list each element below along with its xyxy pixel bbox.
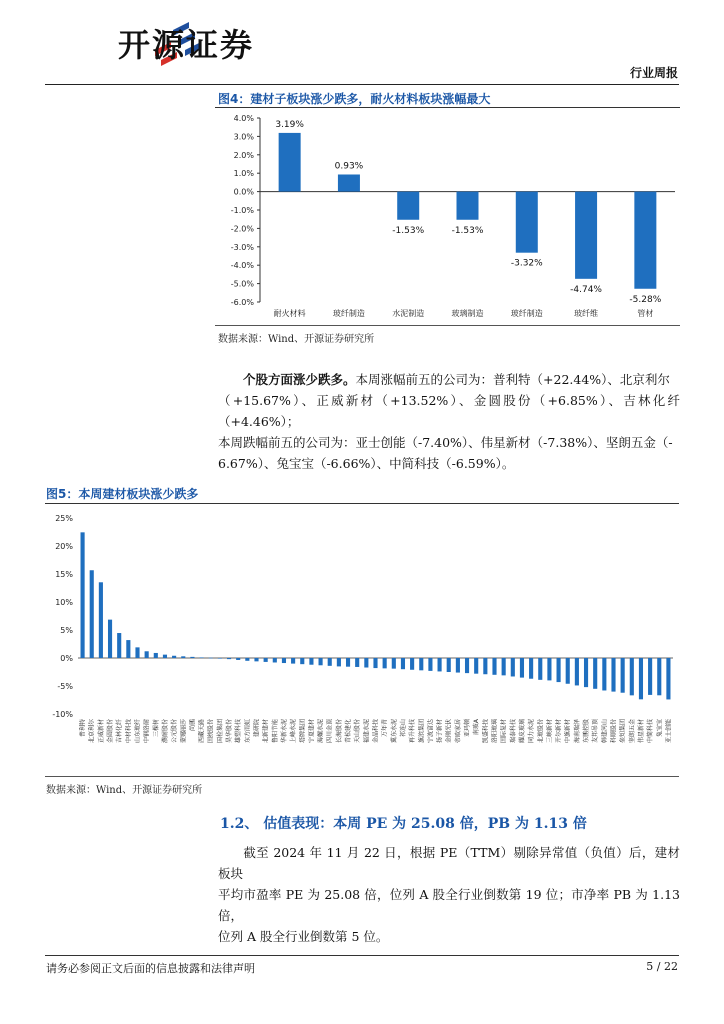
fig5-category-label: 开尔新材: [555, 719, 563, 744]
fig5-category-label: 西藏天路: [198, 719, 206, 744]
report-type: 行业周报: [629, 66, 678, 80]
fig5-category-label: 亚玛顿: [464, 719, 472, 738]
fig5-y-tick-label: -5%: [57, 682, 73, 691]
fig5-bar: [630, 658, 634, 695]
fig5-category-label: 中简科技: [647, 719, 655, 744]
fig5-category-label: 金刚光伏: [445, 719, 453, 744]
paragraph-line2: （+15.67%）、正威新材（+13.52%）、金圆股份（+6.85%）、吉林化纤（+4.46%）；: [218, 393, 680, 429]
fig5-bar: [245, 658, 249, 661]
fig5-bar: [227, 658, 231, 659]
fig4-data-label: -3.32%: [510, 258, 543, 269]
fig4-bar: [279, 133, 301, 192]
fig4-category-label: 水泥制造: [392, 309, 425, 318]
fig5-bar: [209, 658, 213, 659]
fig4-data-label: 3.19%: [275, 119, 304, 130]
fig5-bar: [373, 658, 377, 668]
fig5-category-label: 建研院: [253, 719, 261, 738]
fig5-category-label: 祁连山: [399, 719, 407, 738]
valuation-paragraph: [218, 842, 680, 947]
fig4-y-tick-label: 3.0%: [233, 132, 254, 142]
fig5-bar: [145, 651, 149, 658]
fig5-bar: [483, 658, 487, 674]
fig5-category-label: 再升科技: [409, 719, 417, 744]
fig5-bar: [190, 657, 194, 658]
figure5-bottom-rule: [45, 776, 679, 777]
fig4-y-tick-label: 4.0%: [233, 114, 254, 123]
figure4-title: 图4：建材子板块涨少跌多，耐火材料板块涨幅最大: [218, 92, 491, 106]
paragraph-line4: 6.67%）、兔宝宝（-6.66%）、中简科技（-6.59%）。: [218, 456, 515, 471]
fig5-bar: [90, 570, 94, 658]
paragraph-line3: 本周跌幅前五的公司为：亚士创能（-7.40%）、伟星新材（-7.38%）、坚朗五金（-: [218, 435, 673, 450]
fig5-category-label: 福建水泥: [363, 719, 371, 744]
fig5-bar: [593, 658, 597, 689]
fig5-bar: [309, 658, 313, 665]
fig5-bar: [355, 658, 359, 667]
fig5-category-label: 伟星新材: [637, 719, 645, 744]
fig5-category-label: 普利特: [79, 719, 87, 738]
fig5-category-label: 雄塑科技: [235, 719, 243, 744]
fig5-bar: [254, 658, 258, 661]
fig5-y-tick-label: -10%: [52, 710, 73, 719]
fig5-category-label: 青松建化: [345, 719, 353, 744]
fig5-bar: [172, 656, 176, 658]
fig4-category-label: 玻纤制造: [332, 309, 365, 318]
fig5-category-label: 北玻股份: [537, 719, 545, 744]
stock-movers-paragraph: [218, 369, 680, 474]
fig5-bar: [666, 658, 670, 699]
fig5-category-label: 国统股份: [207, 719, 215, 744]
fig4-data-label: -1.53%: [451, 225, 484, 236]
fig5-bar: [410, 658, 414, 670]
fig5-category-label: 金圆股份: [107, 719, 115, 744]
fig5-bar: [200, 657, 204, 658]
fig5-category-label: 垒知集团: [619, 719, 627, 744]
fig5-bar: [575, 658, 579, 685]
fig5-bar: [291, 658, 295, 664]
fig5-category-label: 东方雨虹: [244, 719, 252, 744]
fig4-category-label: 耐火材料: [273, 309, 306, 318]
figure4-top-rule: [215, 107, 680, 108]
fig5-bar: [282, 658, 286, 663]
fig4-category-label: 玻璃制造: [451, 309, 484, 318]
section-line3: 位列 A 股全行业倒数第 5 位。: [218, 929, 389, 944]
fig4-y-tick-label: -3.0%: [230, 242, 254, 252]
fig5-bar: [108, 620, 112, 658]
fig5-category-label: 海螺水泥: [317, 719, 325, 744]
fig5-bar: [364, 658, 368, 668]
fig5-category-label: 山东玻纤: [134, 719, 142, 744]
figure5-source: 数据来源：Wind、开源证券研究所: [46, 785, 203, 796]
paragraph-line1: 本周涨幅前五的公司为：普利特（+22.44%）、北京利尔: [355, 372, 670, 387]
fig5-category-label: 天山股份: [354, 719, 362, 744]
page-number: 5 / 22: [646, 960, 678, 973]
fig4-bar: [457, 192, 479, 220]
fig5-y-tick-label: 20%: [55, 542, 73, 551]
fig5-bar: [520, 658, 524, 678]
fig5-bar: [456, 658, 460, 673]
section-line2: 平均市盈率 PE 为 25.08 倍，位列 A 股全行业倒数第 19 位；市净率 PB 为 1.13 倍，: [218, 887, 680, 923]
footer-divider: [45, 955, 679, 956]
fig4-bar: [516, 192, 538, 253]
fig5-category-label: 洛阳玻璃: [491, 719, 499, 744]
fig5-category-label: 三峡新材: [546, 719, 554, 744]
fig5-bar: [383, 658, 387, 668]
fig5-bar: [639, 658, 643, 699]
footer-disclaimer: 请务必参阅正文后面的信息披露和法律声明: [46, 962, 255, 975]
fig5-category-label: 北新建材: [262, 719, 270, 744]
fig5-category-label: 瑞泰科技: [509, 719, 517, 744]
fig5-category-label: 东鹏控股: [583, 719, 591, 744]
fig5-category-label: 华新水泥: [280, 719, 288, 744]
fig5-category-label: 旗滨集团: [418, 719, 426, 744]
fig5-bar: [557, 658, 561, 682]
fig5-bar: [529, 658, 533, 679]
fig5-category-label: 塔牌集团: [299, 719, 307, 744]
fig5-y-tick-label: 10%: [55, 598, 73, 607]
fig4-bar: [397, 192, 419, 220]
fig5-bar: [81, 532, 85, 658]
fig5-bar: [401, 658, 405, 669]
fig5-category-label: 正威新材: [97, 719, 105, 744]
fig5-category-label: 韩建河山: [601, 719, 609, 744]
fig5-bar: [419, 658, 423, 670]
fig5-category-label: 四川金顶: [326, 719, 334, 744]
fig4-y-tick-label: -2.0%: [230, 224, 254, 234]
fig5-bar: [346, 658, 350, 667]
fig5-bar: [135, 647, 139, 658]
fig4-y-tick-label: -1.0%: [230, 206, 254, 215]
fig5-y-tick-label: 15%: [55, 570, 73, 579]
fig4-y-tick-label: 2.0%: [233, 150, 254, 160]
fig5-category-label: 中材科技: [125, 719, 133, 744]
fig5-category-label: 中旗新材: [564, 719, 572, 744]
fig5-bar: [511, 658, 515, 676]
fig5-category-label: 冀东水泥: [390, 719, 398, 744]
fig4-y-tick-label: 1.0%: [233, 169, 254, 179]
fig5-bar: [218, 658, 222, 659]
fig5-category-label: 尚鹏: [189, 719, 197, 732]
fig5-category-label: 国检集团: [216, 719, 224, 744]
fig5-category-label: 兔宝宝: [656, 719, 664, 738]
fig5-bar: [447, 658, 451, 672]
fig5-bar: [474, 658, 478, 674]
fig5-bar: [392, 658, 396, 669]
fig5-category-label: 昊华股份: [226, 719, 234, 744]
fig5-category-label: 科顺股份: [610, 719, 618, 744]
fig5-bar: [657, 658, 661, 695]
fig5-category-label: 亚士创能: [665, 719, 673, 744]
fig5-bar: [538, 658, 542, 680]
fig5-bar: [337, 658, 341, 666]
fig4-data-label: -5.28%: [629, 294, 662, 305]
fig5-category-label: 公元股份: [171, 719, 179, 744]
figure4-source: 数据来源：Wind、开源证券研究所: [218, 334, 375, 345]
fig5-bar: [181, 656, 185, 658]
fig4-bar: [338, 174, 360, 191]
fig5-category-label: 鲁阳节能: [271, 719, 279, 744]
fig5-bar: [319, 658, 323, 665]
fig5-category-label: 宁夏建材: [308, 719, 316, 744]
fig5-bar: [602, 658, 606, 690]
fig5-category-label: 同力水泥: [528, 719, 536, 744]
fig5-category-label: 宁波富达: [427, 719, 435, 744]
fig4-data-label: -4.74%: [570, 284, 602, 295]
fig5-bar: [547, 658, 551, 680]
fig5-bar: [163, 655, 167, 658]
fig4-category-label: 玻纤制造: [510, 309, 543, 318]
figure4-bottom-rule: [215, 325, 680, 326]
fig5-bar: [428, 658, 432, 671]
fig5-y-tick-label: 0%: [60, 654, 73, 663]
fig5-bar: [126, 640, 130, 658]
fig5-bar: [236, 658, 240, 660]
fig5-bar: [438, 658, 442, 671]
fig5-bar: [99, 582, 103, 658]
fig5-category-label: 长海股份: [335, 719, 343, 744]
brand-name: 开源证券: [118, 26, 255, 64]
fig5-bar: [621, 658, 625, 693]
fig5-bar: [154, 653, 158, 658]
fig5-category-label: 中钢洛耐: [143, 719, 151, 744]
fig5-bar: [492, 658, 496, 675]
fig5-category-label: 南玻A: [473, 719, 481, 736]
fig5-category-label: 三棵树: [152, 719, 160, 738]
fig4-data-label: -1.53%: [392, 225, 425, 236]
fig5-bar: [611, 658, 615, 692]
fig5-category-label: 濮耐股份: [161, 719, 169, 744]
fig4-data-label: 0.93%: [334, 161, 364, 172]
fig5-bar: [465, 658, 469, 673]
section-line1: 截至 2024 年 11 月 22 日，根据 PE（TTM）剔除异常值（负值）后，建材板块: [218, 845, 680, 881]
fig5-bar: [584, 658, 588, 687]
fig5-bar: [328, 658, 332, 666]
fig5-bar: [300, 658, 304, 664]
fig4-bar: [634, 192, 656, 289]
fig5-category-label: 扬子新材: [436, 719, 444, 744]
fig5-category-label: 耀皮玻璃: [518, 719, 526, 744]
figure5-chart: [45, 506, 679, 774]
fig5-category-label: 吉林化纤: [116, 719, 124, 744]
fig5-category-label: 坚朗五金: [628, 719, 636, 744]
fig5-bar: [117, 633, 121, 658]
section-heading: 1.2、 估值表现：本周 PE 为 25.08 倍，PB 为 1.13 倍: [220, 816, 587, 832]
fig4-y-tick-label: -4.0%: [230, 261, 254, 271]
fig4-y-tick-label: -6.0%: [230, 298, 254, 307]
fig5-y-tick-label: 5%: [60, 626, 73, 635]
fig5-category-label: 上峰水泥: [290, 719, 298, 744]
fig5-category-label: 万年青: [381, 719, 389, 738]
fig5-category-label: 蒙娜丽莎: [180, 719, 188, 744]
fig5-bar: [273, 658, 277, 662]
fig4-category-label: 玻纤维: [574, 309, 599, 318]
fig4-bar: [575, 192, 597, 279]
figure5-title: 图5：本周建材板块涨少跌多: [46, 487, 199, 501]
fig5-bar: [502, 658, 506, 675]
fig5-category-label: 北京利尔: [88, 719, 96, 744]
fig5-bar: [566, 658, 570, 684]
fig5-bar: [264, 658, 268, 662]
fig5-category-label: 金晶科技: [372, 719, 380, 744]
fig5-category-label: 友邦吊顶: [592, 719, 600, 744]
paragraph-lead: 个股方面涨少跌多。: [243, 372, 356, 387]
figure5-top-rule: [45, 503, 679, 504]
fig4-y-tick-label: 0.0%: [233, 187, 254, 197]
fig5-category-label: 帝欧家居: [454, 719, 462, 744]
fig5-y-tick-label: 25%: [55, 514, 73, 523]
fig4-category-label: 管材: [637, 309, 654, 318]
fig5-category-label: 海南瑞泽: [573, 719, 581, 744]
header-divider: [45, 84, 679, 85]
fig5-category-label: 国际复材: [500, 719, 508, 744]
fig5-category-label: 凯盛科技: [482, 719, 490, 744]
fig4-y-tick-label: -5.0%: [230, 279, 254, 289]
fig5-bar: [648, 658, 652, 695]
figure4-chart: [215, 110, 680, 325]
